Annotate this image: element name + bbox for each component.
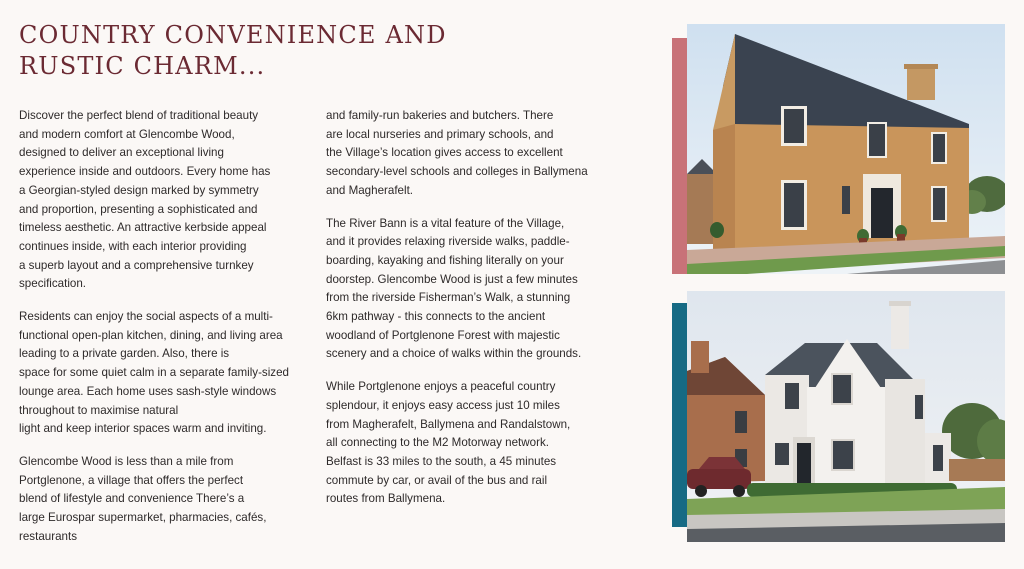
- paragraph-social: Residents can enjoy the social aspects of a multi- functional open-plan kitchen, dining, and living area leading to a private garden. Also, there is space for some quiet calm in a separate family-sized lounge area. Each home uses sash-style windows throughout to maximise natural light and keep interior spaces warm and inviting.: [19, 310, 289, 436]
- white-house-illustration: [687, 291, 1005, 542]
- page-title-line-1: COUNTRY CONVENIENCE AND: [19, 21, 447, 49]
- page-title: [19, 20, 459, 82]
- brick-house-illustration: [687, 24, 1005, 274]
- accent-bar-teal: [672, 303, 687, 527]
- white-house-photo: [687, 291, 1005, 542]
- paragraph-intro: Discover the perfect blend of traditional beauty and modern comfort at Glencombe Wood, designed to deliver an exceptional living experience inside and outdoors. Every home has a Georgian-styled design marked by symmetry and proportion, presenting a sophisticated and timeless aesthetic. An attractive kerbside appeal continues inside, with each interior providing a superb layout and a comprehensive turnkey specification.: [19, 109, 271, 291]
- paragraph-amenities: and family-run bakeries and butchers. There are local nurseries and primary schools, and the Village’s location gives access to excellent secondary-level schools and colleges in Ballymena and Magherafelt.: [326, 109, 588, 197]
- paragraph-location: Glencombe Wood is less than a mile from Portglenone, a village that offers the perfect blend of lifestyle and convenience There’s a large Eurospar supermarket, pharmacies, cafés, restaurants: [19, 454, 267, 543]
- accent-bar-rose: [672, 38, 687, 274]
- left-text-column: [19, 107, 309, 560]
- paragraph-river: The River Bann is a vital feature of the Village, and it provides relaxing riverside walks, paddle- boarding, kayaking and fishing literally on your doorstep. Glencombe Wood is just a few minutes from the riverside Fisherman’s Walk, a stunning 6km pathway - this connects to the ancient woodland of Portglenone Forest with majestic scenery and a choice of walks within the grounds.: [326, 216, 582, 361]
- brick-house-photo: [687, 24, 1005, 274]
- paragraph-transport: While Portglenone enjoys a peaceful country splendour, it enjoys easy access just 10 miles from Magherafelt, Ballymena and Randalstown, all connecting to the M2 Motorway network. Belfast is 33 miles to the south, a 45 minutes commute by car, or avail of the bus and rail routes from Ballymena.: [326, 380, 571, 506]
- page-title-line-2: RUSTIC CHARM...: [19, 52, 266, 80]
- middle-text-column: [326, 107, 618, 523]
